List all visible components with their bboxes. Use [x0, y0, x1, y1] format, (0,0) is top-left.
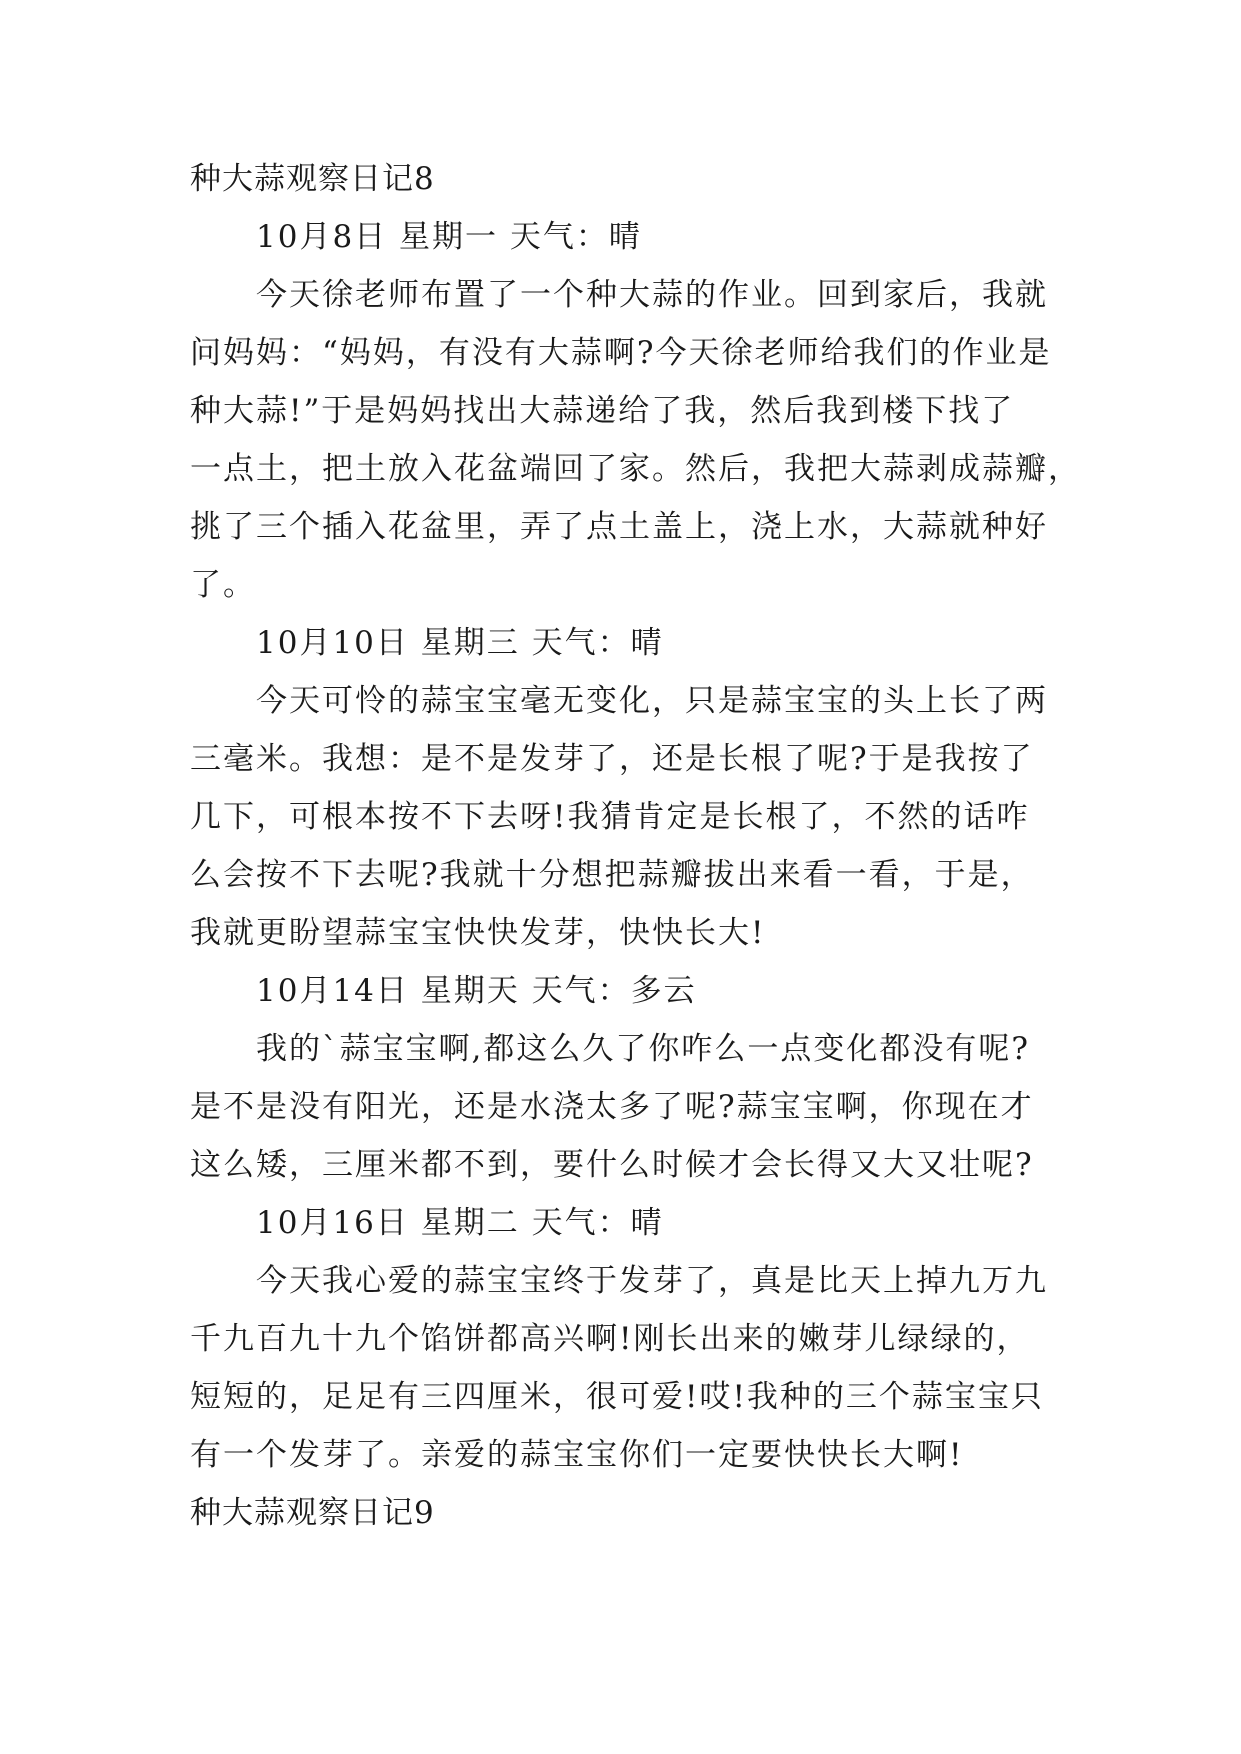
paragraph-line: 今天可怜的蒜宝宝毫无变化，只是蒜宝宝的头上长了两 — [256, 683, 1048, 719]
diary-heading: 种大蒜观察日记9 — [190, 1495, 435, 1531]
diary-heading: 种大蒜观察日记8 — [190, 161, 435, 197]
paragraph-line: 是不是没有阳光，还是水浇太多了呢?蒜宝宝啊，你现在才 — [190, 1089, 1034, 1125]
diary-date: 10月16日 星期二 天气：晴 — [256, 1205, 664, 1241]
paragraph-line: 挑了三个插入花盆里，弄了点土盖上，浇上水，大蒜就种好 — [190, 509, 1048, 545]
paragraph-line: 三毫米。我想：是不是发芽了，还是长根了呢?于是我按了 — [190, 741, 1034, 777]
paragraph-line: 问妈妈：“妈妈，有没有大蒜啊?今天徐老师给我们的作业是 — [190, 335, 1052, 371]
paragraph-line: 今天我心爱的蒜宝宝终于发芽了，真是比天上掉九万九 — [256, 1263, 1048, 1299]
paragraph-line: 我的`蒜宝宝啊,都这么久了你咋么一点变化都没有呢? — [256, 1031, 1030, 1067]
paragraph-line: 有一个发芽了。亲爱的蒜宝宝你们一定要快快长大啊! — [190, 1437, 964, 1473]
paragraph-line: 这么矮，三厘米都不到，要什么时候才会长得又大又壮呢? — [190, 1147, 1034, 1183]
document-page — [190, 150, 1081, 1542]
paragraph-line: 么会按不下去呢?我就十分想把蒜瓣拔出来看一看，于是， — [190, 857, 1034, 893]
paragraph-line: 一点土，把土放入花盆端回了家。然后，我把大蒜剥成蒜瓣， — [190, 451, 1081, 487]
paragraph-line: 了。 — [190, 567, 256, 603]
diary-date: 10月14日 星期天 天气：多云 — [256, 973, 697, 1009]
diary-date: 10月8日 星期一 天气：晴 — [256, 219, 642, 255]
paragraph-line: 种大蒜!”于是妈妈找出大蒜递给了我，然后我到楼下找了 — [190, 393, 1015, 429]
diary-date: 10月10日 星期三 天气：晴 — [256, 625, 664, 661]
paragraph-line: 今天徐老师布置了一个种大蒜的作业。回到家后，我就 — [256, 277, 1048, 313]
paragraph-line: 千九百九十九个馅饼都高兴啊!刚长出来的嫩芽儿绿绿的， — [190, 1321, 1030, 1357]
paragraph-line: 短短的，足足有三四厘米，很可爱!哎!我种的三个蒜宝宝只 — [190, 1379, 1044, 1415]
paragraph-line: 几下，可根本按不下去呀!我猜肯定是长根了，不然的话咋 — [190, 799, 1030, 835]
paragraph-line: 我就更盼望蒜宝宝快快发芽，快快长大! — [190, 915, 766, 951]
